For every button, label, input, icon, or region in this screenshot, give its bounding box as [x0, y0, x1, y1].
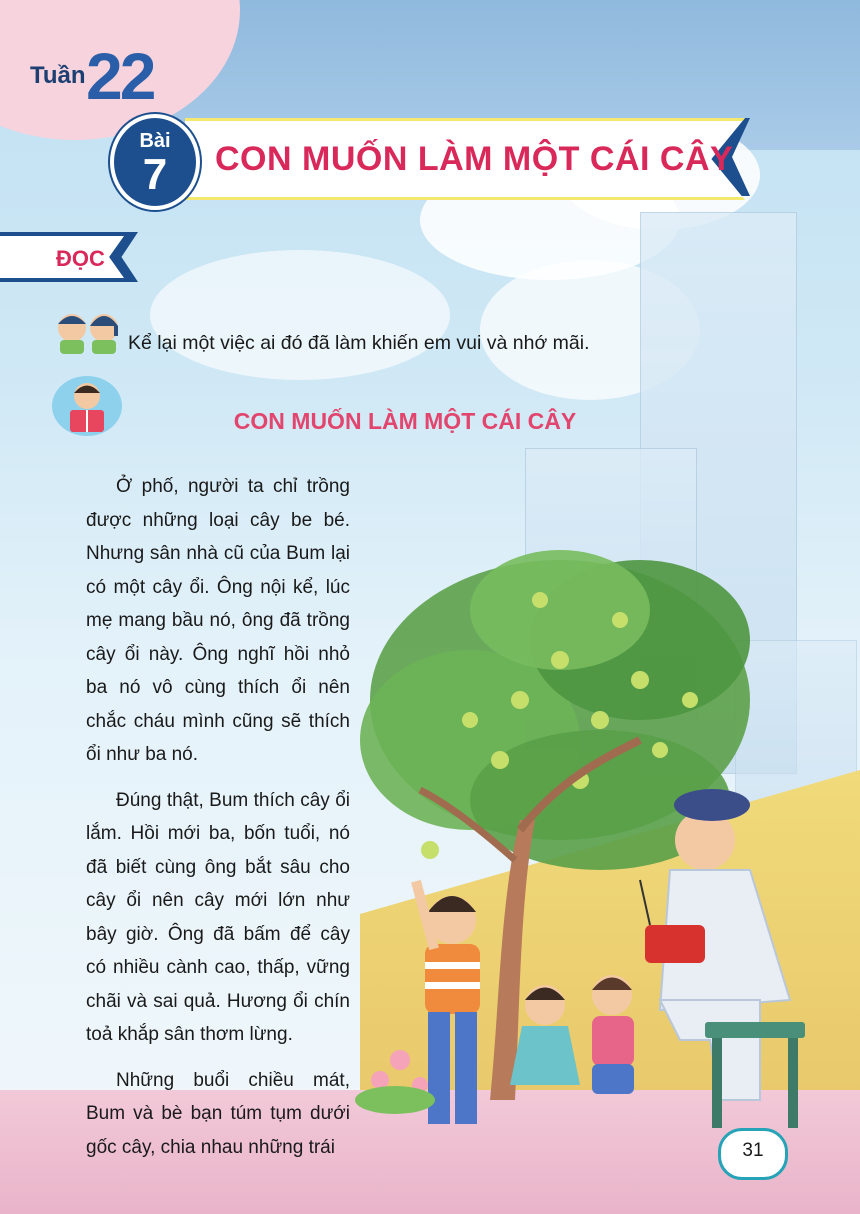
- story-paragraph-3: Những buổi chiều mát, Bum và bè bạn túm tụm dưới gốc cây, chia nhau những trái: [86, 1069, 350, 1158]
- two-kids-icon: [52, 310, 124, 354]
- week-label: Tuần: [30, 62, 86, 89]
- story-paragraph-1: Ở phố, người ta chỉ trồng được những loại cây be bé. Nhưng sân nhà cũ của Bum lại có một cây ổi. Ông nội kể, lúc mẹ mang bầu nó, ông đã trồng cây ổi này. Ông nghĩ hồi nhỏ ba nó vô cùng thích ổi nên chắc cháu mình cũng sẽ thích ổi như ba nó.: [86, 476, 350, 765]
- page-number: 31: [742, 1140, 764, 1161]
- warmup-instruction: Kể lại một việc ai đó đã làm khiến em vui và nhớ mãi.: [128, 332, 590, 354]
- lesson-label: Bài: [139, 130, 171, 152]
- lesson-title: CON MUỐN LÀM MỘT CÁI CÂY: [215, 140, 734, 178]
- reading-title-wrap: [0, 408, 860, 435]
- story-paragraph-2: Đúng thật, Bum thích cây ổi lắm. Hồi mới ba, bốn tuổi, nó đã biết cùng ông bắt sâu cho cây ổi nên cây mới lớn như bây giờ. Ông đã bấm để cây có nhiều cành cao, thấp, vững chãi và sai quả. Hương ổi chín toả khắp sân thơm lừng.: [86, 789, 350, 1045]
- reading-title: CON MUỐN LÀM MỘT CÁI CÂY: [233, 408, 577, 434]
- week-number: 22: [86, 39, 154, 113]
- lesson-number: 7: [142, 150, 168, 199]
- story-text: [86, 470, 350, 1176]
- section-label: ĐỌC: [56, 246, 105, 271]
- lesson-badge: [110, 114, 200, 210]
